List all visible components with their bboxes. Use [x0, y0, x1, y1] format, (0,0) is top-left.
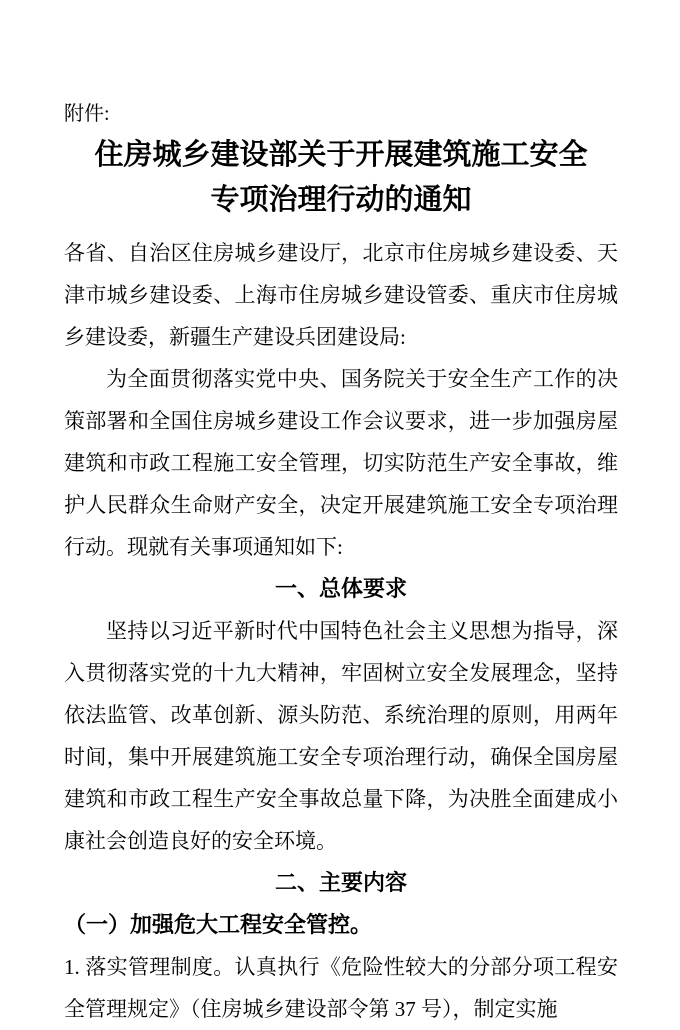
section-1-paragraph: 坚持以习近平新时代中国特色社会主义思想为指导，深入贯彻落实党的十九大精神，牢固树立安全发展理念，坚持依法监管、改革创新、源头防范、系统治理的原则，用两年时间，集中开展建筑施工安全专项治理行动，确保全国房屋建筑和市政工程生产安全事故总量下降，为决胜全面建成小康社会创造良好的安全环境。: [64, 619, 618, 853]
attachment-label: 附件:: [64, 103, 110, 125]
section-2-item-1-paragraph: 1. 落实管理制度。认真执行《危险性较大的分部分项工程安全管理规定》（住房城乡建设部令第 37 号），制定实施: [64, 955, 618, 1021]
section-2-subsection-1-heading: （一）加强危大工程安全管控。: [64, 912, 373, 937]
addressee-paragraph: 各省、自治区住房城乡建设厅，北京市住房城乡建设委、天津市城乡建设委、上海市住房城乡建设管委、重庆市住房城乡建设委，新疆生产建设兵团建设局:: [64, 241, 618, 349]
document-title: 住房城乡建设部关于开展建筑施工安全专项治理行动的通知: [94, 139, 588, 216]
section-1-heading: 一、总体要求: [274, 576, 407, 601]
intro-paragraph: 为全面贯彻落实党中央、国务院关于安全生产工作的决策部署和全国住房城乡建设工作会议要求，进一步加强房屋建筑和市政工程施工安全管理，切实防范生产安全事故，维护人民群众生命财产安全，决定开展建筑施工安全专项治理行动。现就有关事项通知如下:: [64, 367, 618, 559]
section-2-heading: 二、主要内容: [274, 870, 407, 895]
